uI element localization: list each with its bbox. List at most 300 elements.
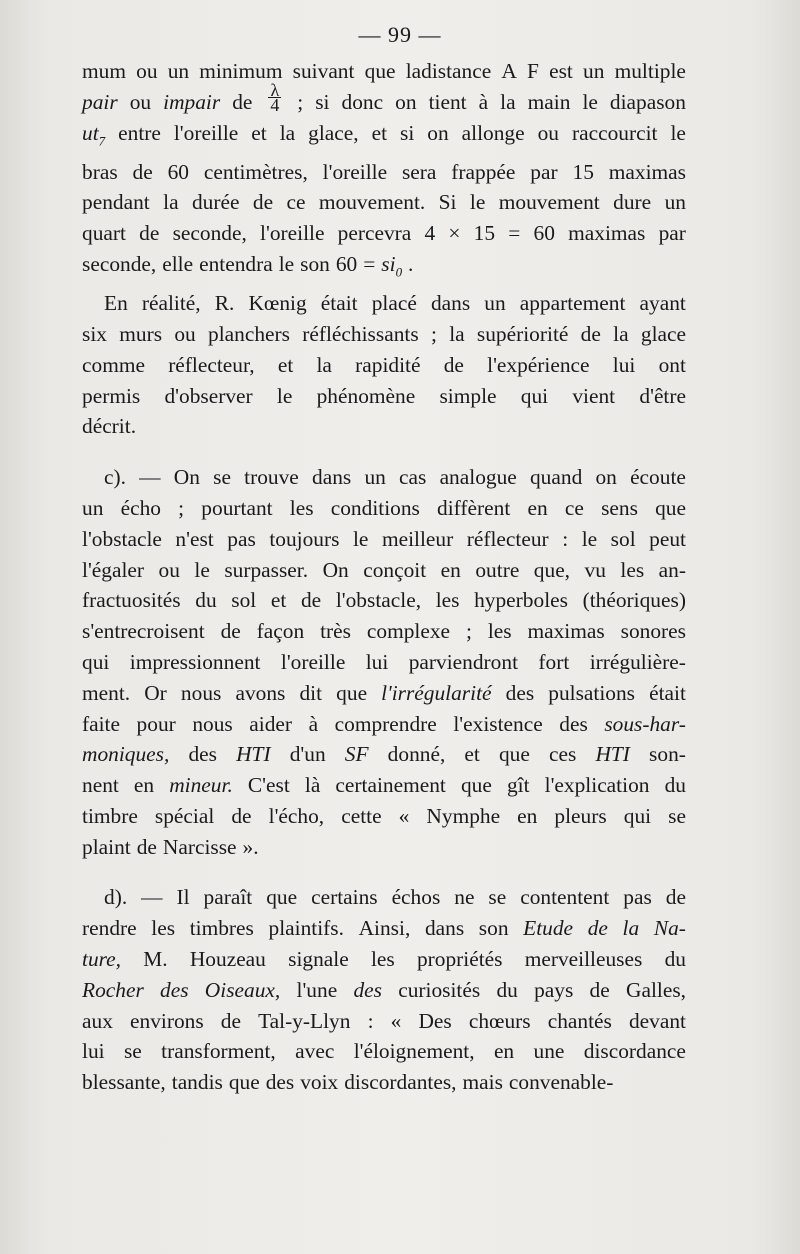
word: se — [213, 465, 231, 490]
word: phénomène — [316, 383, 416, 408]
word: toujours — [269, 526, 340, 551]
word: spécial — [154, 803, 215, 828]
word: le — [469, 190, 486, 215]
word: la — [613, 321, 629, 346]
word: vient — [572, 383, 616, 408]
word: Houzeau — [189, 947, 266, 972]
word: ce — [564, 495, 584, 520]
word: : — [562, 526, 569, 551]
word: l'oreille — [260, 221, 325, 246]
word: les — [289, 495, 314, 520]
word: pour — [136, 711, 176, 736]
text-line — [82, 1036, 686, 1067]
page-text — [82, 56, 686, 1098]
word: simple — [439, 383, 497, 408]
word: lui — [82, 1039, 105, 1064]
word: comprendre — [334, 711, 437, 736]
text-line — [82, 801, 686, 832]
paragraph-gap — [82, 442, 686, 462]
word: et — [464, 742, 480, 767]
word: dans — [430, 291, 471, 316]
word: blessante, — [82, 1070, 166, 1095]
word: par — [530, 159, 558, 184]
word: peut — [649, 526, 686, 551]
word: tandis — [171, 1070, 223, 1095]
word: pulsations — [548, 680, 636, 705]
word: l'obstacle — [82, 526, 162, 551]
word: le — [278, 252, 295, 277]
word: 60 — [167, 159, 189, 184]
word: seconde, — [172, 221, 247, 246]
word: que — [655, 495, 686, 520]
word: l'oreille — [322, 159, 388, 184]
word: tient — [428, 89, 467, 114]
word: 15 — [473, 221, 496, 246]
word: est — [549, 59, 573, 83]
word: 60 — [533, 221, 555, 246]
word: faite — [82, 711, 120, 736]
word: aider — [249, 711, 293, 736]
word: appartement — [519, 291, 626, 316]
word: à — [308, 711, 319, 736]
word: façon — [256, 619, 305, 644]
word: ce — [286, 190, 306, 215]
word: planchers — [208, 321, 290, 346]
word: « — [398, 803, 410, 828]
word: donné, — [387, 742, 446, 767]
word: une — [533, 1039, 565, 1064]
word: signale — [288, 947, 349, 972]
word: la — [500, 89, 516, 114]
word: contentent — [520, 885, 610, 910]
word: : — [367, 1008, 374, 1033]
word: ». — [242, 834, 259, 859]
word: mouvement. — [318, 190, 426, 215]
word: propriétés — [416, 947, 503, 972]
text-line — [82, 678, 686, 709]
word: nent — [82, 773, 119, 798]
word: lui — [365, 649, 389, 674]
word: un — [484, 291, 506, 316]
word: nous — [192, 711, 233, 736]
word: son- — [649, 742, 686, 767]
text-line — [82, 647, 686, 678]
word: nous — [180, 680, 222, 705]
word: outre — [475, 557, 520, 582]
word: maximas — [608, 159, 686, 184]
word: En — [104, 291, 128, 316]
word: qui — [82, 649, 110, 674]
word: que — [228, 1070, 260, 1095]
text-line — [82, 944, 686, 975]
word: d'un — [289, 742, 326, 767]
word: conçoit — [363, 557, 427, 582]
word: (théoriques) — [582, 588, 686, 613]
word: entendra — [199, 252, 273, 277]
word: On — [322, 557, 349, 582]
word: de — [220, 619, 241, 644]
word: Tal-y-Llyn — [258, 1008, 351, 1033]
word: A — [501, 59, 517, 83]
word: devant — [628, 1008, 686, 1033]
word: Il — [176, 885, 190, 910]
word: quand — [529, 465, 583, 490]
word: on — [427, 120, 449, 145]
word: était — [649, 680, 686, 705]
word: sens — [601, 495, 638, 520]
word: de — [443, 352, 464, 377]
word: ; — [465, 619, 472, 644]
word: du — [664, 773, 686, 798]
word: transforment, — [161, 1039, 276, 1064]
word: le — [582, 89, 598, 114]
word: glace — [640, 321, 686, 346]
word: qui — [520, 383, 549, 408]
word: l'obstacle, — [335, 588, 422, 613]
word: Etude — [523, 916, 574, 941]
word: 4 — [424, 221, 436, 246]
word: là — [304, 773, 321, 798]
word: des — [265, 1070, 295, 1095]
word: de — [220, 1008, 241, 1033]
word: maximas — [568, 221, 646, 246]
word: trouve — [244, 465, 299, 490]
word: d'être — [639, 383, 686, 408]
word: que — [498, 742, 530, 767]
word: discordance — [583, 1039, 686, 1064]
word: l'irrégularité — [381, 680, 492, 705]
word: à — [478, 89, 489, 114]
text-line — [82, 616, 686, 647]
text-line — [82, 585, 686, 616]
word: dans — [312, 465, 352, 490]
word: ; — [430, 321, 437, 346]
word: environs — [130, 1008, 204, 1033]
word: donc — [341, 89, 384, 114]
word: maximas — [527, 619, 605, 644]
word: sol — [610, 526, 636, 551]
text-line — [82, 249, 686, 288]
text-line — [82, 462, 686, 493]
word: sonores — [620, 619, 686, 644]
word: bras — [82, 159, 118, 184]
word: les — [435, 588, 460, 613]
word: 60 — [335, 252, 358, 277]
word: conditions — [330, 495, 420, 520]
word: SF — [344, 742, 369, 767]
word: = — [508, 221, 521, 246]
word: entre — [118, 120, 161, 145]
word: meilleur — [381, 526, 454, 551]
word: un — [583, 59, 605, 83]
word: lui — [612, 352, 636, 377]
word: diffèrent — [437, 495, 511, 520]
word: on — [395, 89, 417, 114]
word: se — [488, 885, 507, 910]
word: voix — [300, 1070, 339, 1095]
word: réfléchissants — [302, 321, 419, 346]
word: curiosités — [398, 977, 481, 1002]
word: quart — [82, 221, 126, 246]
word: l'oreille — [280, 649, 346, 674]
text-line — [82, 218, 686, 249]
word: dans — [424, 916, 465, 941]
word: mum — [82, 59, 126, 83]
word: C'est — [247, 773, 290, 798]
word: l'égaler — [82, 557, 145, 582]
word: du — [195, 588, 217, 613]
text-line — [82, 319, 686, 350]
word: hyperboles — [474, 588, 568, 613]
word: frappée — [451, 159, 516, 184]
word: Ainsi, — [358, 916, 411, 941]
word: pair — [82, 89, 118, 114]
word: des — [188, 742, 217, 767]
word: permis — [82, 383, 141, 408]
word: des — [353, 977, 382, 1002]
word: réalité, — [141, 291, 201, 316]
word: pourtant — [201, 495, 273, 520]
word: ont — [658, 352, 686, 377]
text-line — [82, 770, 686, 801]
word: si — [400, 120, 415, 145]
word: diapason — [609, 89, 686, 114]
text-line — [82, 350, 686, 381]
text-line — [82, 913, 686, 944]
text-line — [82, 118, 686, 157]
word: ladistance — [405, 59, 492, 83]
word: pas — [623, 885, 652, 910]
word: certains — [311, 885, 378, 910]
text-line — [82, 555, 686, 586]
word: Narcisse — [162, 834, 237, 859]
word: suivant — [292, 59, 355, 83]
word: elle — [162, 252, 194, 277]
word: et — [270, 588, 287, 613]
word: convenable- — [508, 1070, 614, 1095]
word: des — [505, 680, 535, 705]
word: réflecteur — [466, 526, 549, 551]
text-line — [82, 832, 686, 863]
word: écoute — [630, 465, 686, 490]
word: du — [664, 947, 686, 972]
word: raccourcit — [571, 120, 658, 145]
text-line — [82, 157, 686, 188]
word: pendant — [82, 190, 150, 215]
word: échos — [391, 885, 441, 910]
text-line — [82, 187, 686, 218]
word: parviendront — [408, 649, 519, 674]
word: gît — [506, 773, 530, 798]
word: l'éloignement, — [353, 1039, 475, 1064]
word: réflecteur, — [168, 352, 255, 377]
word: que — [460, 773, 492, 798]
word: les — [487, 619, 512, 644]
word: un — [364, 465, 386, 490]
word: centimètres, — [203, 159, 308, 184]
word: ne — [454, 885, 475, 910]
word: un — [664, 190, 686, 215]
word: l'une — [296, 977, 338, 1002]
text-line — [82, 709, 686, 740]
word: mouvement — [498, 190, 600, 215]
word: Na- — [653, 916, 686, 941]
text-line — [82, 882, 686, 913]
word: plaintifs. — [268, 916, 344, 941]
word: timbre — [82, 803, 138, 828]
word: la — [449, 321, 465, 346]
word: impressionnent — [129, 649, 261, 674]
word: Oiseaux, — [204, 977, 281, 1002]
word: aux — [82, 1008, 113, 1033]
word: placé — [371, 291, 417, 316]
word: HTI — [236, 742, 271, 767]
word: mineur. — [169, 773, 233, 798]
word: Rocher — [82, 977, 144, 1002]
word: de — [132, 159, 153, 184]
word: impair — [163, 89, 221, 114]
word: ; — [178, 495, 185, 520]
word: de — [587, 916, 608, 941]
word: main — [527, 89, 571, 114]
word: et — [371, 120, 388, 145]
word: Kœnig — [248, 291, 307, 316]
word: on — [595, 465, 617, 490]
word: F — [527, 59, 539, 83]
word: ; — [297, 89, 304, 114]
word: en — [493, 1039, 515, 1064]
word: de — [300, 588, 322, 613]
word: Galles, — [626, 977, 686, 1002]
word: ment. — [82, 680, 131, 705]
word: plaint — [82, 834, 131, 859]
word: des — [160, 977, 189, 1002]
word: les — [620, 557, 645, 582]
fraction: $\frac{\lambda}{4}$ — [270, 79, 280, 115]
word: de — [232, 89, 253, 114]
text-line — [82, 1006, 686, 1037]
word: se — [668, 803, 686, 828]
word: ou — [537, 120, 559, 145]
word: sol — [231, 588, 257, 613]
word: de — [139, 221, 160, 246]
word: la — [279, 120, 296, 145]
word: en — [527, 495, 548, 520]
word: discordantes, — [344, 1070, 457, 1095]
word: par — [658, 221, 686, 246]
word: glace, — [308, 120, 359, 145]
word: « — [390, 1008, 402, 1033]
word: M. — [143, 947, 168, 972]
text-line — [82, 381, 686, 412]
text-line — [82, 1067, 686, 1098]
word: des — [559, 711, 588, 736]
word: = — [363, 252, 376, 277]
word: l'explication — [544, 773, 650, 798]
word: paraît — [203, 885, 253, 910]
word: et — [251, 120, 267, 145]
text-line — [82, 493, 686, 524]
text-line — [82, 288, 686, 319]
word: multiple — [614, 59, 686, 83]
word: l'expérience — [487, 352, 590, 377]
word: × — [448, 221, 461, 246]
word: le — [276, 383, 293, 408]
word: de — [231, 803, 252, 828]
word: sera — [401, 159, 437, 184]
text-line — [82, 79, 686, 118]
word: ou — [174, 321, 196, 346]
word: très — [320, 619, 351, 644]
word: d). — [104, 885, 128, 910]
word: ou — [136, 59, 158, 83]
word: et — [277, 352, 294, 377]
word: pays — [534, 977, 574, 1002]
word: son — [300, 252, 330, 277]
word: cas — [399, 465, 427, 490]
word: la — [163, 190, 179, 215]
word: sous-har- — [604, 711, 686, 736]
word: 15 — [572, 159, 594, 184]
word: en — [133, 773, 155, 798]
word: cette — [341, 803, 382, 828]
word: durée — [191, 190, 240, 215]
text-line — [82, 975, 686, 1006]
word: $si_0$ — [381, 252, 403, 280]
word: la — [316, 352, 332, 377]
word: qui — [623, 803, 652, 828]
word: rendre — [82, 916, 137, 941]
word: se — [123, 1039, 142, 1064]
word: rapidité — [355, 352, 421, 377]
word: Nymphe — [426, 803, 501, 828]
word: allonge — [461, 120, 525, 145]
word: de — [136, 834, 157, 859]
word: était — [320, 291, 358, 316]
text-line — [82, 411, 686, 442]
word: moniques, — [82, 742, 170, 767]
word: comme — [82, 352, 145, 377]
word: de — [665, 885, 686, 910]
word: R. — [214, 291, 235, 316]
word: dit — [299, 680, 323, 705]
word: le — [581, 526, 598, 551]
word: de — [589, 977, 610, 1002]
word: c). — [104, 465, 126, 490]
word: ture, — [82, 947, 122, 972]
word: ayant — [639, 291, 686, 316]
word: que — [364, 59, 396, 83]
word: les — [370, 947, 395, 972]
word: chœurs — [468, 1008, 531, 1033]
word: la — [622, 916, 640, 941]
word: écho — [120, 495, 161, 520]
word: analogue — [439, 465, 517, 490]
word: Or — [144, 680, 167, 705]
word: fractuosités — [82, 588, 181, 613]
word: l'oreille — [173, 120, 239, 145]
word: que — [266, 885, 298, 910]
word: complexe — [366, 619, 451, 644]
word: décrit. — [82, 414, 137, 439]
word: surpasser. — [224, 557, 309, 582]
word: vu — [584, 557, 606, 582]
word: de — [580, 321, 601, 346]
word: d'observer — [164, 383, 253, 408]
word: avons — [235, 680, 286, 705]
word: ou — [158, 557, 180, 582]
word: an- — [658, 557, 686, 582]
